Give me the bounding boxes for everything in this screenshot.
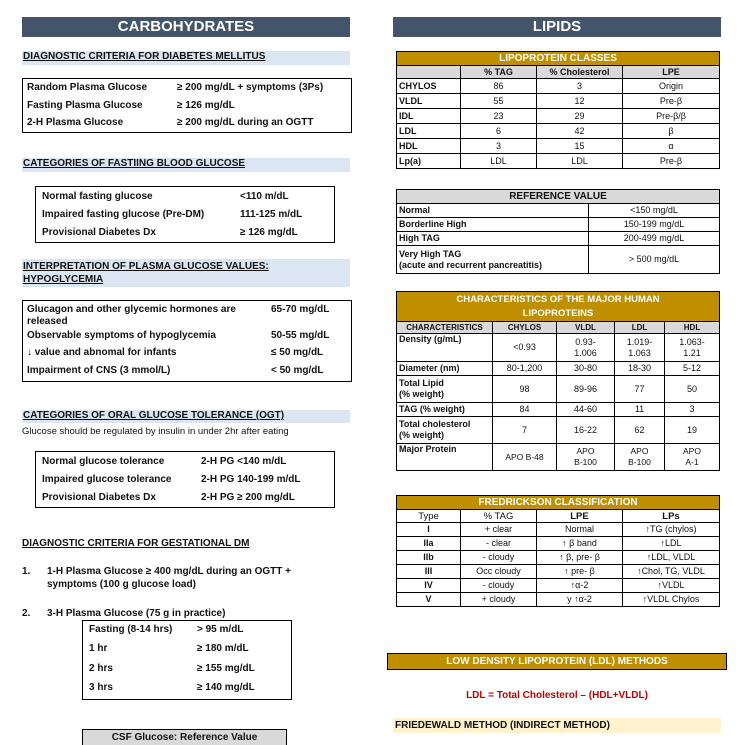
lpc-cell: 23 xyxy=(461,109,537,124)
ogt-box xyxy=(35,451,335,508)
char-cell: 0.93- xyxy=(575,336,596,347)
gdm-item2: 3-H Plasma Glucose (75 g in practice) xyxy=(47,608,226,619)
gdm-item1-line2: symptoms (100 g glucose load) xyxy=(47,579,196,590)
ldl-methods-header: LOW DENSITY LIPOPROTEIN (LDL) METHODS xyxy=(387,653,727,670)
ref-value: <150 mg/dL xyxy=(589,204,720,218)
char-label: Total Lipid xyxy=(399,378,444,388)
lpc-cell: 6 xyxy=(461,124,537,139)
ldl-formula: LDL = Total Cholesterol – (HDL+VLDL) xyxy=(466,690,648,701)
fred-cell: V xyxy=(397,593,461,607)
gdm-row-label: 2 hrs xyxy=(89,663,113,674)
fred-cell: y ↑α-2 xyxy=(537,593,623,607)
char-title-line1: CHARACTERISTICS OF THE MAJOR HUMAN xyxy=(456,293,660,305)
fred-header: Type xyxy=(397,510,461,523)
fred-cell: ↑Chol, TG, VLDL xyxy=(623,565,720,579)
gdm-row-value: ≥ 180 m/dL xyxy=(197,643,249,654)
fred-cell: - clear xyxy=(461,537,537,551)
char-label: Total cholesterol xyxy=(399,419,471,429)
fred-cell: ↑LDL xyxy=(623,537,720,551)
lpc-cell: CHYLOS xyxy=(397,79,461,94)
fred-cell: ↑α-2 xyxy=(537,579,623,593)
ogt-row-label: Provisional Diabetes Dx xyxy=(42,492,156,503)
char-label: Diameter (nm) xyxy=(397,362,493,376)
lpc-cell: α xyxy=(623,139,720,154)
lpc-cell: LDL xyxy=(461,154,537,169)
dm-criteria-title: DIAGNOSTIC CRITERIA FOR DIABETES MELLITUS xyxy=(22,51,350,65)
lpc-cell: Pre-β/β xyxy=(623,109,720,124)
fred-cell: IIa xyxy=(397,537,461,551)
lpc-cell: 3 xyxy=(461,139,537,154)
gdm-row-label: 1 hr xyxy=(89,643,108,654)
lpc-header: % TAG xyxy=(461,66,537,79)
fred-cell: IIb xyxy=(397,551,461,565)
fred-cell: III xyxy=(397,565,461,579)
ref-value: 200-499 mg/dL xyxy=(589,232,720,246)
lpc-cell: 3 xyxy=(537,79,623,94)
gdm-box xyxy=(82,620,292,700)
friedewald-method-title: FRIEDEWALD METHOD (INDIRECT METHOD) xyxy=(393,718,721,733)
char-label: Major Protein xyxy=(397,444,493,471)
ogt-row-label: Impaired glucose tolerance xyxy=(42,474,172,485)
lpc-cell: IDL xyxy=(397,109,461,124)
fred-cell: Normal xyxy=(537,523,623,537)
char-cell: 11 xyxy=(615,403,665,417)
dm-row-value: ≥ 200 mg/dL during an OGTT xyxy=(177,117,314,128)
lipoprotein-characteristics-table xyxy=(396,291,720,471)
char-header: CHARACTERISTICS xyxy=(397,322,493,334)
hypo-row-value: ≤ 50 mg/dL xyxy=(271,347,324,358)
char-cell: 77 xyxy=(615,376,665,403)
ref-label: Normal xyxy=(397,204,589,218)
fbg-title: CATEGORIES OF FASTIING BLOOD GLUCOSE xyxy=(22,158,350,172)
char-cell: 98 xyxy=(493,376,557,403)
fred-cell: - cloudy xyxy=(461,579,537,593)
ogt-row-value: 2-H PG <140 m/dL xyxy=(201,456,287,467)
gdm-row-value: ≥ 140 mg/dL xyxy=(197,682,255,693)
fred-cell: ↑VLDL xyxy=(623,579,720,593)
fred-cell: ↑ β, pre- β xyxy=(537,551,623,565)
dm-criteria-box xyxy=(22,78,352,133)
char-label: (% weight) xyxy=(399,430,444,440)
gdm-row-label: 3 hrs xyxy=(89,682,113,693)
lpc-cell: 29 xyxy=(537,109,623,124)
lpc-cell: LDL xyxy=(397,124,461,139)
char-cell: 50 xyxy=(665,376,720,403)
fred-cell: I xyxy=(397,523,461,537)
ogt-row-value: 2-H PG ≥ 200 mg/dL xyxy=(201,492,295,503)
char-cell: 84 xyxy=(493,403,557,417)
char-cell: 30-80 xyxy=(557,362,615,376)
char-header: HDL xyxy=(665,322,720,334)
char-cell: APO B-48 xyxy=(493,444,557,471)
char-header: VLDL xyxy=(557,322,615,334)
lipoprotein-classes-table xyxy=(396,51,720,169)
lpc-cell: Origin xyxy=(623,79,720,94)
char-cell: A-1 xyxy=(685,457,699,467)
fred-cell: ↑ pre- β xyxy=(537,565,623,579)
ogt-note: Glucose should be regulated by insulin in under 2hr after eating xyxy=(22,426,289,437)
gdm-item2-number: 2. xyxy=(22,608,31,619)
fred-header: LPE xyxy=(537,510,623,523)
char-cell: 44-60 xyxy=(557,403,615,417)
gdm-item1-line1: 1-H Plasma Glucose ≥ 400 mg/dL during an OGTT + xyxy=(47,566,291,577)
dm-row-label: 2-H Plasma Glucose xyxy=(27,117,124,128)
fred-cell: - cloudy xyxy=(461,551,537,565)
char-cell: B-100 xyxy=(574,457,597,467)
fbg-box xyxy=(35,186,335,243)
gdm-row-value: > 95 m/dL xyxy=(197,624,244,635)
ref-value: > 500 mg/dL xyxy=(589,246,720,274)
char-label: TAG (% weight) xyxy=(397,403,493,417)
lpc-cell: 42 xyxy=(537,124,623,139)
char-cell: 19 xyxy=(665,417,720,444)
fred-cell: + clear xyxy=(461,523,537,537)
char-header: LDL xyxy=(615,322,665,334)
lpc-cell: 55 xyxy=(461,94,537,109)
char-cell: APO xyxy=(683,446,701,456)
reference-value-table xyxy=(396,189,720,274)
carbohydrates-header: CARBOHYDRATES xyxy=(22,17,350,37)
ref-label: Borderline High xyxy=(397,218,589,232)
lpc-header: LPE xyxy=(623,66,720,79)
char-cell: 1.019- xyxy=(626,336,653,347)
hypo-row-value: 50-55 mg/dL xyxy=(271,330,330,341)
char-label: (% weight) xyxy=(399,389,444,399)
char-cell: 5-12 xyxy=(665,362,720,376)
fbg-row-label: Normal fasting glucose xyxy=(42,191,153,202)
fred-cell: Occ cloudy xyxy=(461,565,537,579)
char-cell: 1.063- xyxy=(679,336,705,347)
dm-row-value: ≥ 200 mg/dL + symptoms (3Ps) xyxy=(177,82,324,93)
char-cell: 1.006 xyxy=(574,347,597,358)
fbg-row-label: Impaired fasting glucose (Pre-DM) xyxy=(42,209,205,220)
lpc-cell: β xyxy=(623,124,720,139)
lpc-cell: 15 xyxy=(537,139,623,154)
lpc-cell: VLDL xyxy=(397,94,461,109)
char-cell: 1.063 xyxy=(628,347,651,358)
reference-value-title: REFERENCE VALUE xyxy=(397,190,720,204)
fredrickson-table xyxy=(396,495,720,607)
ogt-row-value: 2-H PG 140-199 m/dL xyxy=(201,474,301,485)
gdm-title: DIAGNOSTIC CRITERIA FOR GESTATIONAL DM xyxy=(22,538,250,549)
char-header: CHYLOS xyxy=(493,322,557,334)
lpc-cell: 12 xyxy=(537,94,623,109)
fred-header: % TAG xyxy=(461,510,537,523)
fred-cell: ↑LDL, VLDL xyxy=(623,551,720,565)
lpc-cell: 86 xyxy=(461,79,537,94)
hypo-title-bg xyxy=(22,259,350,287)
char-label: Density (g/mL) xyxy=(397,334,493,362)
lpc-header xyxy=(397,66,461,79)
lpc-header: % Cholesterol xyxy=(537,66,623,79)
dm-row-label: Random Plasma Glucose xyxy=(27,82,148,93)
char-cell: APO xyxy=(630,446,649,456)
ref-label: High TAG xyxy=(397,232,589,246)
ogt-row-label: Normal glucose tolerance xyxy=(42,456,165,467)
hypo-row-label: Observable symptoms of hypoglycemia xyxy=(27,330,216,341)
fred-cell: + cloudy xyxy=(461,593,537,607)
char-cell: 89-96 xyxy=(557,376,615,403)
gdm-item1-number: 1. xyxy=(22,566,31,577)
lpc-cell: Pre-β xyxy=(623,94,720,109)
fbg-row-value: ≥ 126 mg/dL xyxy=(240,227,298,238)
fbg-row-value: 111-125 m/dL xyxy=(240,209,303,220)
hypo-row-label: Glucagon and other glycemic hormones are xyxy=(27,304,236,315)
dm-row-value: ≥ 126 mg/dL xyxy=(177,100,235,111)
lipoprotein-classes-title: LIPOPROTEIN CLASSES xyxy=(397,52,720,66)
hypo-row-label: ↓ value and abnomal for infants xyxy=(27,347,177,358)
char-cell: APO xyxy=(576,446,595,456)
dm-row-label: Fasting Plasma Glucose xyxy=(27,100,143,111)
hypo-row-value: < 50 mg/dL xyxy=(271,365,324,376)
char-cell: 1.21 xyxy=(683,347,701,358)
ref-value: 150-199 mg/dL xyxy=(589,218,720,232)
hypo-row-label: Impairment of CNS (3 mmol/L) xyxy=(27,365,171,376)
fbg-row-label: Provisional Diabetes Dx xyxy=(42,227,156,238)
ref-sublabel: (acute and recurrent pancreatitis) xyxy=(399,259,543,270)
char-cell: 62 xyxy=(615,417,665,444)
hypo-row-label: released xyxy=(27,316,68,327)
char-cell: 80-1,200 xyxy=(493,362,557,376)
ogt-title: CATEGORIES OF ORAL GLUCOSE TOLERANCE (OGT) xyxy=(22,410,350,423)
fred-cell: ↑TG (chylos) xyxy=(623,523,720,537)
gdm-row-value: ≥ 155 mg/dL xyxy=(197,663,255,674)
hypo-title-line1: INTERPRETATION OF PLASMA GLUCOSE VALUES: xyxy=(23,261,269,272)
fred-header: LPs xyxy=(623,510,720,523)
lipids-header: LIPIDS xyxy=(393,17,721,37)
hypo-box xyxy=(22,300,352,382)
fred-cell: ↑ β band xyxy=(537,537,623,551)
char-title-line2: LIPOPROTEINS xyxy=(522,307,594,319)
char-cell: 7 xyxy=(493,417,557,444)
char-cell: 16-22 xyxy=(557,417,615,444)
fred-cell: IV xyxy=(397,579,461,593)
char-cell: <0.93 xyxy=(493,334,557,362)
lpc-cell: Pre-β xyxy=(623,154,720,169)
fredrickson-title: FREDRICKSON CLASSIFICATION xyxy=(397,496,720,510)
csf-glucose-header: CSF Glucose: Reference Value xyxy=(82,729,287,745)
hypo-title-line2: HYPOGLYCEMIA xyxy=(23,274,104,285)
char-cell: 3 xyxy=(665,403,720,417)
fred-cell: ↑VLDL Chylos xyxy=(623,593,720,607)
lpc-cell: HDL xyxy=(397,139,461,154)
lpc-cell: LDL xyxy=(537,154,623,169)
hypo-row-value: 65-70 mg/dL xyxy=(271,304,330,315)
gdm-row-label: Fasting (8-14 hrs) xyxy=(89,624,173,635)
fbg-row-value: <110 m/dL xyxy=(240,191,289,202)
char-cell: 18-30 xyxy=(615,362,665,376)
char-cell: B-100 xyxy=(628,457,651,467)
lpc-cell: Lp(a) xyxy=(397,154,461,169)
ref-label: Very High TAG xyxy=(399,248,462,259)
